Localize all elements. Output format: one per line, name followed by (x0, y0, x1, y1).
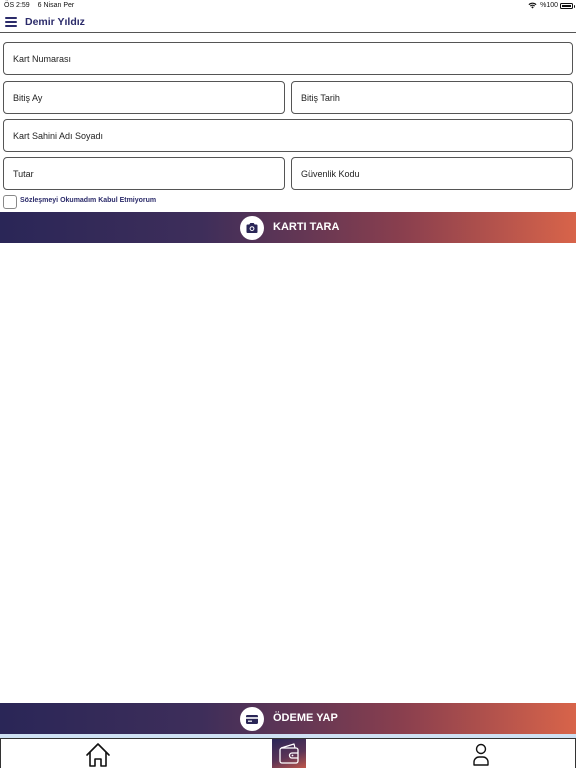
page-title: Demir Yıldız (25, 16, 85, 28)
battery-percent: %100 (540, 2, 558, 9)
camera-icon (240, 216, 264, 240)
status-date: 6 Nisan Per (37, 2, 75, 9)
credit-card-icon (240, 707, 264, 731)
wallet-icon (272, 739, 306, 768)
nav-profile[interactable] (464, 739, 498, 768)
expiry-year-placeholder: Bitiş Tarih (301, 93, 340, 103)
agreement-label[interactable]: Sözleşmeyi Okumadım Kabul Etmiyorum (20, 197, 157, 204)
amount-placeholder: Tutar (13, 169, 34, 179)
status-time: ÖS 2:59 (4, 2, 30, 9)
security-code-field[interactable] (291, 157, 573, 190)
camera-icon-badge (240, 216, 264, 240)
status-bar (0, 0, 576, 12)
nav-wallet[interactable] (272, 739, 306, 768)
card-number-field[interactable] (3, 42, 573, 75)
nav-home[interactable] (81, 739, 115, 768)
bottom-nav (0, 738, 576, 768)
scan-card-button[interactable] (0, 212, 576, 243)
expiry-month-placeholder: Bitiş Ay (13, 93, 43, 103)
card-holder-field[interactable] (3, 119, 573, 152)
amount-field[interactable] (3, 157, 285, 190)
battery-nub (574, 5, 576, 8)
pay-label: ÖDEME YAP (273, 712, 338, 724)
expiry-year-field[interactable] (291, 81, 573, 114)
agreement-checkbox[interactable] (3, 195, 17, 209)
menu-icon[interactable] (5, 17, 17, 27)
app-header (0, 12, 576, 33)
security-code-placeholder: Güvenlik Kodu (301, 169, 360, 179)
card-holder-placeholder: Kart Sahini Adı Soyadı (13, 131, 104, 141)
expiry-month-field[interactable] (3, 81, 285, 114)
wifi-icon (528, 2, 537, 9)
scan-card-label: KARTI TARA (273, 221, 340, 233)
pay-button[interactable] (0, 703, 576, 734)
credit-card-icon-badge (240, 707, 264, 731)
home-icon (81, 739, 115, 768)
status-right (528, 2, 558, 9)
battery-icon (560, 3, 573, 9)
status-left (4, 2, 80, 9)
card-number-placeholder: Kart Numarası (13, 54, 72, 64)
profile-icon (464, 739, 498, 768)
